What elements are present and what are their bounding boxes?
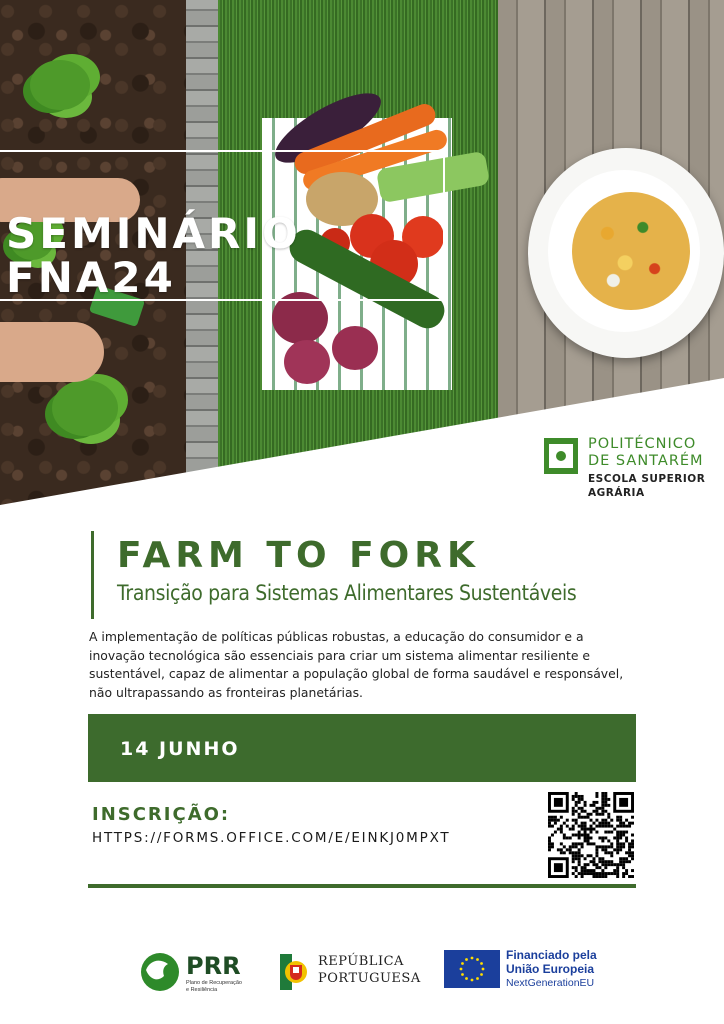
school-name-line1: ESCOLA SUPERIOR (588, 473, 706, 485)
event-date: 14 JUNHO (120, 738, 240, 760)
date-banner (88, 714, 636, 782)
school-name-line2: AGRÁRIA (588, 487, 645, 499)
registration-link[interactable]: HTTPS://FORMS.OFFICE.COM/E/EINKJ0MPXT (92, 830, 451, 846)
institution-name-line1: POLITÉCNICO (588, 436, 697, 452)
prr-logo-icon (138, 952, 182, 992)
event-title: FARM TO FORK (117, 535, 480, 576)
seminar-title-line1: SEMINÁRIO (6, 209, 301, 258)
republica-line2: PORTUGUESA (318, 971, 421, 986)
seminar-title-line2: FNA24 (6, 253, 176, 302)
prr-subtitle-line2: e Resiliência (186, 987, 218, 993)
event-subtitle: Transição para Sistemas Alimentares Sustentáveis (117, 581, 577, 605)
heading-accent-bar (91, 531, 94, 619)
seminar-title (6, 209, 301, 302)
eu-flag-icon (444, 950, 500, 988)
bottom-divider (88, 884, 636, 888)
republica-line1: REPÚBLICA (318, 954, 404, 969)
prr-subtitle-line1: Plano de Recuperação (186, 980, 242, 986)
registration-label: INSCRIÇÃO: (92, 804, 231, 825)
eu-funded-by: Financiado pela (506, 948, 597, 962)
prr-name: PRR (186, 952, 241, 980)
politecnico-logo-icon (544, 438, 578, 474)
eu-program: NextGenerationEU (506, 977, 595, 989)
event-description: A implementação de políticas públicas robustas, a educação do consumidor e a inovação tecnológica são essenciais para criar um sistema alimentar resiliente e sustentável, capaz de alimentar a população global de forma saudável e responsável, não ultrapassando as fronteiras planetárias. (89, 629, 624, 700)
qr-code-icon[interactable] (548, 792, 634, 878)
hero-photo (0, 0, 724, 505)
republica-portuguesa-emblem-icon (280, 952, 310, 992)
eu-name: União Europeia (506, 962, 595, 976)
institution-name-line2: DE SANTARÉM (588, 453, 704, 469)
